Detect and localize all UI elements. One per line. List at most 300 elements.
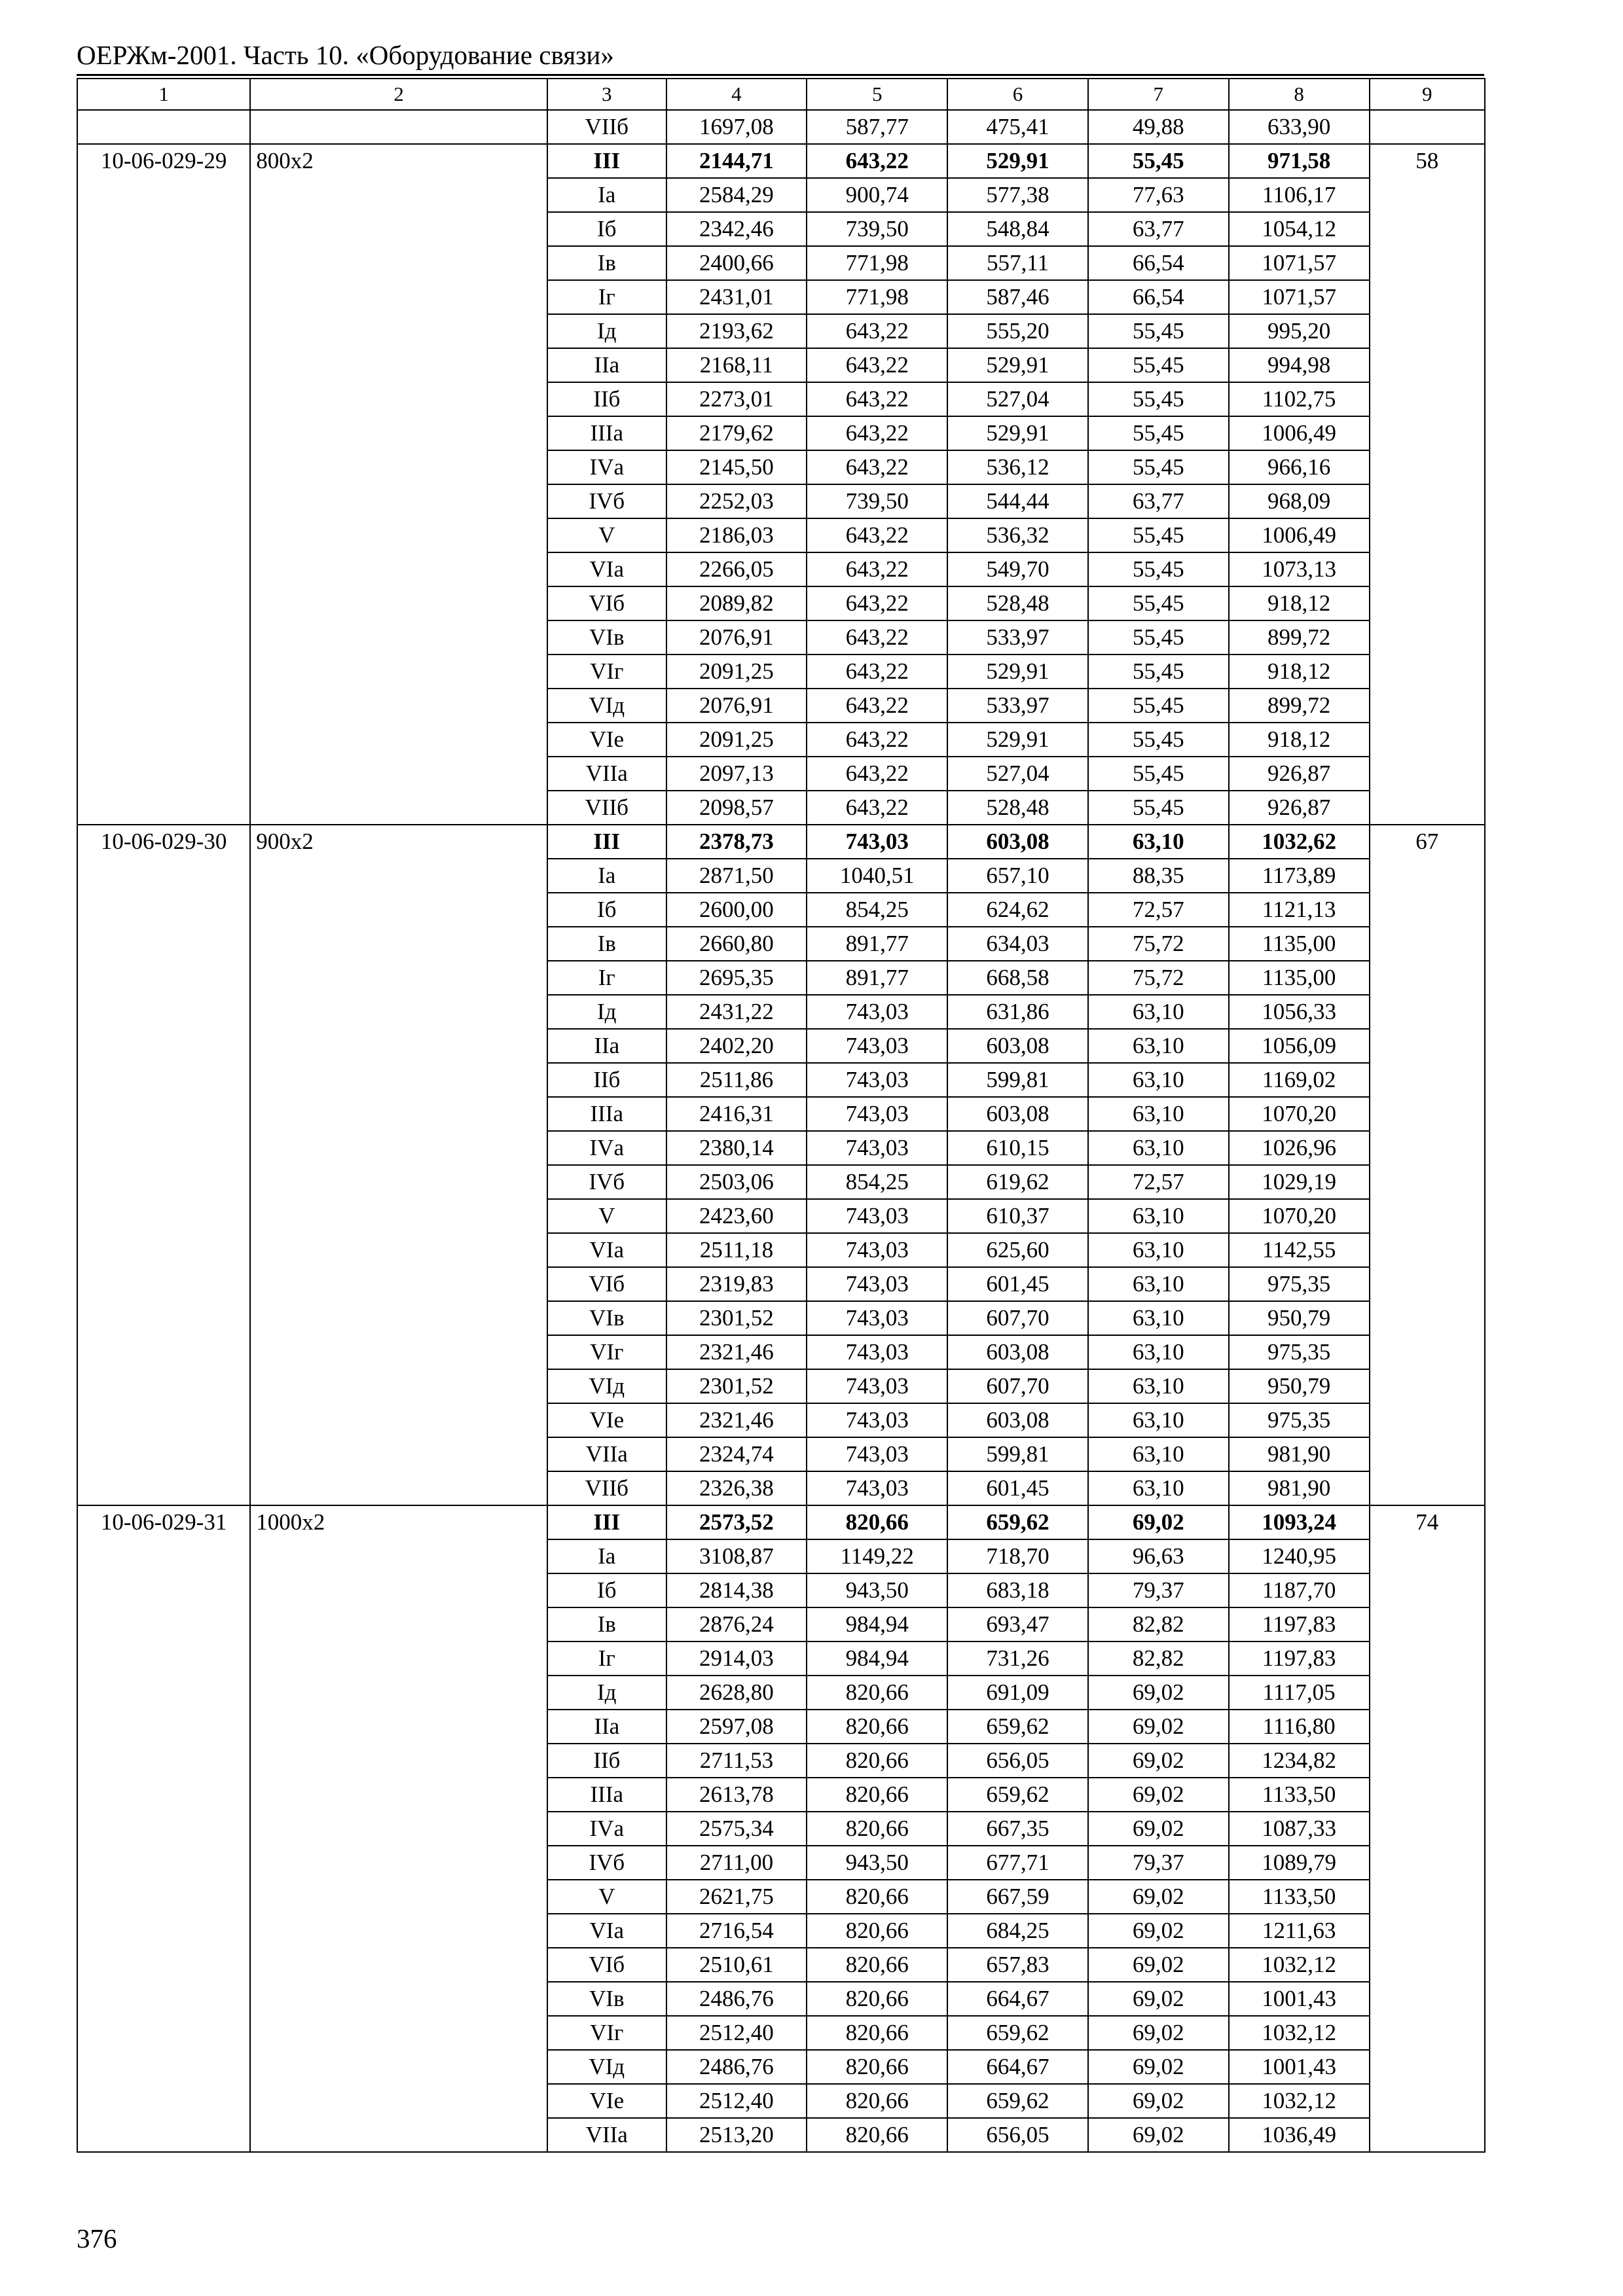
value-cell: 69,02 [1088,2084,1229,2118]
zone-cell: Iг [547,280,666,314]
value-cell: 2660,80 [666,927,807,961]
value-cell: 2098,57 [666,791,807,825]
zone-cell: Iб [547,1573,666,1607]
value-cell: 854,25 [807,1165,947,1199]
value-cell: 975,35 [1229,1335,1370,1369]
value-cell: 643,22 [807,552,947,586]
value-cell: 1133,50 [1229,1880,1370,1914]
value-cell: 659,62 [947,1505,1088,1539]
value-cell: 1169,02 [1229,1063,1370,1097]
value-cell: 1054,12 [1229,212,1370,246]
value-cell: 891,77 [807,961,947,995]
value-cell: 1001,43 [1229,1982,1370,2016]
value-cell: 1026,96 [1229,1131,1370,1165]
value-cell: 49,88 [1088,110,1229,144]
table-row [77,825,1485,859]
value-cell: 2091,25 [666,723,807,757]
value-cell: 63,10 [1088,1199,1229,1233]
value-cell: 668,58 [947,961,1088,995]
value-cell: 2168,11 [666,348,807,382]
value-cell: 2613,78 [666,1778,807,1812]
value-cell: 69,02 [1088,2016,1229,2050]
value-cell: 599,81 [947,1437,1088,1471]
value-cell: 743,03 [807,1233,947,1267]
value-cell: 2076,91 [666,689,807,723]
zone-cell: Iа [547,1539,666,1573]
value-cell: 77,63 [1088,178,1229,212]
table-row [77,1505,1485,1539]
value-cell: 529,91 [947,348,1088,382]
value-cell: 625,60 [947,1233,1088,1267]
column-header: 2 [250,79,547,110]
value-cell: 55,45 [1088,314,1229,348]
value-cell: 659,62 [947,2084,1088,2118]
value-cell: 2711,00 [666,1846,807,1880]
value-cell: 943,50 [807,1846,947,1880]
value-cell: 587,77 [807,110,947,144]
value-cell: 2513,20 [666,2118,807,2152]
value-cell: 2378,73 [666,825,807,859]
value-cell: 527,04 [947,757,1088,791]
zone-cell: VIе [547,2084,666,2118]
zone-cell: IIIа [547,1097,666,1131]
value-cell: 659,62 [947,1710,1088,1744]
value-cell: 643,22 [807,655,947,689]
value-cell: 1040,51 [807,859,947,893]
value-cell: 1070,20 [1229,1199,1370,1233]
value-cell: 2416,31 [666,1097,807,1131]
page-title: ОЕРЖм-2001. Часть 10. «Оборудование связи» [77,40,614,70]
value-cell: 1116,80 [1229,1710,1370,1744]
value-cell: 984,94 [807,1641,947,1676]
zone-cell: V [547,1880,666,1914]
value-cell: 2186,03 [666,518,807,552]
value-cell: 1087,33 [1229,1812,1370,1846]
value-cell: 820,66 [807,1812,947,1846]
value-cell: 657,10 [947,859,1088,893]
zone-cell: III [547,825,666,859]
value-cell: 1135,00 [1229,927,1370,961]
value-cell: 820,66 [807,1914,947,1948]
value-cell: 743,03 [807,1199,947,1233]
value-cell: 1056,33 [1229,995,1370,1029]
value-cell: 891,77 [807,927,947,961]
value-cell: 995,20 [1229,314,1370,348]
column-header: 8 [1229,79,1370,110]
value-cell: 1073,13 [1229,552,1370,586]
value-cell: 1197,83 [1229,1607,1370,1641]
value-cell: 1056,09 [1229,1029,1370,1063]
value-cell: 739,50 [807,212,947,246]
value-cell: 577,38 [947,178,1088,212]
value-cell: 536,32 [947,518,1088,552]
value-cell: 743,03 [807,1029,947,1063]
value-cell: 603,08 [947,1335,1088,1369]
value-cell: 1240,95 [1229,1539,1370,1573]
value-cell: 2319,83 [666,1267,807,1301]
value-cell: 656,05 [947,2118,1088,2152]
value-cell: 1036,49 [1229,2118,1370,2152]
value-cell: 2252,03 [666,484,807,518]
column-header: 4 [666,79,807,110]
zone-cell: III [547,144,666,178]
code-cell: 10-06-029-29 [77,144,250,825]
value-cell: 643,22 [807,757,947,791]
column-header: 6 [947,79,1088,110]
rates-table [77,78,1486,2153]
zone-cell: Iд [547,314,666,348]
zone-cell: VIб [547,1948,666,1982]
zone-cell: IIб [547,1744,666,1778]
value-cell: 918,12 [1229,723,1370,757]
value-cell: 659,62 [947,2016,1088,2050]
value-cell: 643,22 [807,348,947,382]
value-cell: 1102,75 [1229,382,1370,416]
zone-cell: IIIа [547,1778,666,1812]
zone-cell: VIг [547,1335,666,1369]
value-cell: 1032,12 [1229,1948,1370,1982]
zone-cell: VIIб [547,791,666,825]
value-cell: 2193,62 [666,314,807,348]
value-cell: 96,63 [1088,1539,1229,1573]
value-cell: 926,87 [1229,757,1370,791]
value-cell: 55,45 [1088,382,1229,416]
table-row [77,110,1485,144]
value-cell: 677,71 [947,1846,1088,1880]
value-cell: 2914,03 [666,1641,807,1676]
value-cell: 607,70 [947,1369,1088,1403]
value-cell: 743,03 [807,995,947,1029]
value-cell: 527,04 [947,382,1088,416]
value-cell: 529,91 [947,416,1088,450]
zone-cell: VIе [547,1403,666,1437]
value-cell: 1006,49 [1229,518,1370,552]
zone-cell: VIIа [547,757,666,791]
zone-cell: VIб [547,1267,666,1301]
value-cell: 63,10 [1088,1097,1229,1131]
value-cell: 820,66 [807,2016,947,2050]
value-cell: 55,45 [1088,552,1229,586]
zone-cell: VIв [547,620,666,655]
value-cell: 2621,75 [666,1880,807,1914]
value-cell: 55,45 [1088,450,1229,484]
value-cell: 2266,05 [666,552,807,586]
value-cell: 529,91 [947,655,1088,689]
value-cell: 2380,14 [666,1131,807,1165]
zone-cell: VIг [547,655,666,689]
value-cell: 664,67 [947,2050,1088,2084]
value-cell: 971,58 [1229,144,1370,178]
zone-cell: Iв [547,927,666,961]
value-cell: 1234,82 [1229,1744,1370,1778]
zone-cell: IVб [547,1846,666,1880]
zone-cell: IVб [547,1165,666,1199]
value-cell: 743,03 [807,1301,947,1335]
value-cell: 72,57 [1088,893,1229,927]
value-cell: 854,25 [807,893,947,927]
value-cell: 1142,55 [1229,1233,1370,1267]
value-cell: 1133,50 [1229,1778,1370,1812]
value-cell: 2326,38 [666,1471,807,1505]
value-cell: 2600,00 [666,893,807,927]
value-cell: 533,97 [947,689,1088,723]
header-rule [77,74,1484,76]
value-cell: 63,10 [1088,1029,1229,1063]
value-cell: 1173,89 [1229,859,1370,893]
value-cell: 607,70 [947,1301,1088,1335]
zone-cell: Iв [547,246,666,280]
value-cell: 66,54 [1088,280,1229,314]
value-cell: 63,10 [1088,1131,1229,1165]
value-cell: 1032,12 [1229,2016,1370,2050]
value-cell: 975,35 [1229,1403,1370,1437]
value-cell: 2486,76 [666,2050,807,2084]
value-cell: 603,08 [947,1029,1088,1063]
value-cell: 601,45 [947,1471,1088,1505]
size-cell: 1000x2 [250,1505,547,2152]
zone-cell: Iг [547,961,666,995]
column-header: 1 [77,79,250,110]
size-cell: 800x2 [250,144,547,825]
value-cell: 1106,17 [1229,178,1370,212]
value-cell: 2342,46 [666,212,807,246]
value-cell: 643,22 [807,144,947,178]
value-cell: 2575,34 [666,1812,807,1846]
value-cell: 2814,38 [666,1573,807,1607]
value-cell: 2876,24 [666,1607,807,1641]
value-cell: 643,22 [807,518,947,552]
code-cell: 10-06-029-30 [77,825,250,1505]
value-cell: 55,45 [1088,689,1229,723]
value-cell: 2584,29 [666,178,807,212]
zone-cell: Iб [547,893,666,927]
value-cell: 2503,06 [666,1165,807,1199]
value-cell: 2512,40 [666,2084,807,2118]
value-cell: 69,02 [1088,1982,1229,2016]
value-cell: 1006,49 [1229,416,1370,450]
value-cell: 2716,54 [666,1914,807,1948]
value-cell: 2431,01 [666,280,807,314]
value-cell: 667,35 [947,1812,1088,1846]
value-cell: 69,02 [1088,1505,1229,1539]
column-header: 3 [547,79,666,110]
zone-cell: IVа [547,1131,666,1165]
value-cell: 72,57 [1088,1165,1229,1199]
value-cell: 2711,53 [666,1744,807,1778]
value-cell: 643,22 [807,586,947,620]
value-cell: 544,44 [947,484,1088,518]
column-header: 5 [807,79,947,110]
col9-cell: 58 [1370,144,1486,825]
value-cell: 743,03 [807,1097,947,1131]
value-cell: 2431,22 [666,995,807,1029]
value-cell: 966,16 [1229,450,1370,484]
value-cell: 1197,83 [1229,1641,1370,1676]
value-cell: 899,72 [1229,620,1370,655]
value-cell: 2695,35 [666,961,807,995]
value-cell: 529,91 [947,144,1088,178]
value-cell: 899,72 [1229,689,1370,723]
value-cell: 529,91 [947,723,1088,757]
column-header: 7 [1088,79,1229,110]
value-cell: 771,98 [807,280,947,314]
value-cell: 743,03 [807,1437,947,1471]
value-cell: 1117,05 [1229,1676,1370,1710]
value-cell: 820,66 [807,2050,947,2084]
value-cell: 820,66 [807,1710,947,1744]
value-cell: 968,09 [1229,484,1370,518]
value-cell: 2423,60 [666,1199,807,1233]
value-cell: 918,12 [1229,586,1370,620]
value-cell: 55,45 [1088,348,1229,382]
zone-cell: VIб [547,586,666,620]
value-cell: 1029,19 [1229,1165,1370,1199]
value-cell: 1697,08 [666,110,807,144]
value-cell: 743,03 [807,1267,947,1301]
value-cell: 619,62 [947,1165,1088,1199]
value-cell: 656,05 [947,1744,1088,1778]
size-cell: 900x2 [250,825,547,1505]
value-cell: 2089,82 [666,586,807,620]
value-cell: 631,86 [947,995,1088,1029]
value-cell: 610,37 [947,1199,1088,1233]
value-cell: 820,66 [807,1676,947,1710]
value-cell: 63,77 [1088,484,1229,518]
value-cell: 975,35 [1229,1267,1370,1301]
zone-cell: Iд [547,995,666,1029]
value-cell: 820,66 [807,1982,947,2016]
zone-cell: IIIа [547,416,666,450]
value-cell: 548,84 [947,212,1088,246]
value-cell: 66,54 [1088,246,1229,280]
zone-cell: VIа [547,1914,666,1948]
value-cell: 2324,74 [666,1437,807,1471]
value-cell: 528,48 [947,791,1088,825]
zone-cell: III [547,1505,666,1539]
value-cell: 536,12 [947,450,1088,484]
value-cell: 743,03 [807,825,947,859]
value-cell: 55,45 [1088,723,1229,757]
value-cell: 55,45 [1088,791,1229,825]
value-cell: 69,02 [1088,2050,1229,2084]
value-cell: 1211,63 [1229,1914,1370,1948]
value-cell: 2321,46 [666,1403,807,1437]
value-cell: 63,10 [1088,1437,1229,1471]
value-cell: 743,03 [807,1063,947,1097]
value-cell: 55,45 [1088,757,1229,791]
value-cell: 69,02 [1088,1948,1229,1982]
zone-cell: VIIа [547,2118,666,2152]
zone-cell: IIа [547,1029,666,1063]
zone-cell: V [547,518,666,552]
zone-cell: VIг [547,2016,666,2050]
value-cell: 2097,13 [666,757,807,791]
value-cell: 79,37 [1088,1573,1229,1607]
value-cell: 533,97 [947,620,1088,655]
value-cell: 2510,61 [666,1948,807,1982]
value-cell: 603,08 [947,1097,1088,1131]
value-cell: 69,02 [1088,1812,1229,1846]
value-cell: 555,20 [947,314,1088,348]
value-cell: 771,98 [807,246,947,280]
col9-cell: 67 [1370,825,1486,1505]
value-cell: 633,90 [1229,110,1370,144]
value-cell: 63,10 [1088,825,1229,859]
page-number: 376 [77,2223,117,2253]
value-cell: 55,45 [1088,144,1229,178]
value-cell: 664,67 [947,1982,1088,2016]
column-number-row [77,79,1485,110]
value-cell: 2144,71 [666,144,807,178]
value-cell: 643,22 [807,450,947,484]
zone-cell: Iа [547,859,666,893]
value-cell: 820,66 [807,1880,947,1914]
value-cell: 984,94 [807,1607,947,1641]
value-cell: 69,02 [1088,2118,1229,2152]
value-cell: 994,98 [1229,348,1370,382]
value-cell: 820,66 [807,1948,947,1982]
zone-cell: VIв [547,1982,666,2016]
value-cell: 2076,91 [666,620,807,655]
value-cell: 63,10 [1088,1335,1229,1369]
value-cell: 1071,57 [1229,280,1370,314]
value-cell: 950,79 [1229,1301,1370,1335]
value-cell: 69,02 [1088,1744,1229,1778]
value-cell: 1135,00 [1229,961,1370,995]
value-cell: 549,70 [947,552,1088,586]
zone-cell: VIд [547,689,666,723]
value-cell: 2402,20 [666,1029,807,1063]
zone-cell: VIа [547,1233,666,1267]
value-cell: 2400,66 [666,246,807,280]
value-cell: 2511,86 [666,1063,807,1097]
value-cell: 63,10 [1088,1403,1229,1437]
col9-cell: 74 [1370,1505,1486,2152]
value-cell: 2871,50 [666,859,807,893]
table-row [77,144,1485,178]
value-cell: 667,59 [947,1880,1088,1914]
value-cell: 643,22 [807,791,947,825]
value-cell: 599,81 [947,1063,1088,1097]
value-cell: 587,46 [947,280,1088,314]
value-cell: 75,72 [1088,961,1229,995]
value-cell: 900,74 [807,178,947,212]
zone-cell: IIа [547,1710,666,1744]
value-cell: 820,66 [807,1778,947,1812]
value-cell: 55,45 [1088,620,1229,655]
value-cell: 659,62 [947,1778,1088,1812]
col9-cell [1370,110,1486,144]
value-cell: 684,25 [947,1914,1088,1948]
zone-cell: IIб [547,1063,666,1097]
value-cell: 75,72 [1088,927,1229,961]
value-cell: 918,12 [1229,655,1370,689]
value-cell: 1071,57 [1229,246,1370,280]
value-cell: 624,62 [947,893,1088,927]
value-cell: 88,35 [1088,859,1229,893]
value-cell: 610,15 [947,1131,1088,1165]
value-cell: 683,18 [947,1573,1088,1607]
code-cell: 10-06-029-31 [77,1505,250,2152]
value-cell: 55,45 [1088,586,1229,620]
value-cell: 1093,24 [1229,1505,1370,1539]
value-cell: 743,03 [807,1471,947,1505]
value-cell: 926,87 [1229,791,1370,825]
value-cell: 2273,01 [666,382,807,416]
zone-cell: V [547,1199,666,1233]
value-cell: 2301,52 [666,1301,807,1335]
value-cell: 820,66 [807,2118,947,2152]
